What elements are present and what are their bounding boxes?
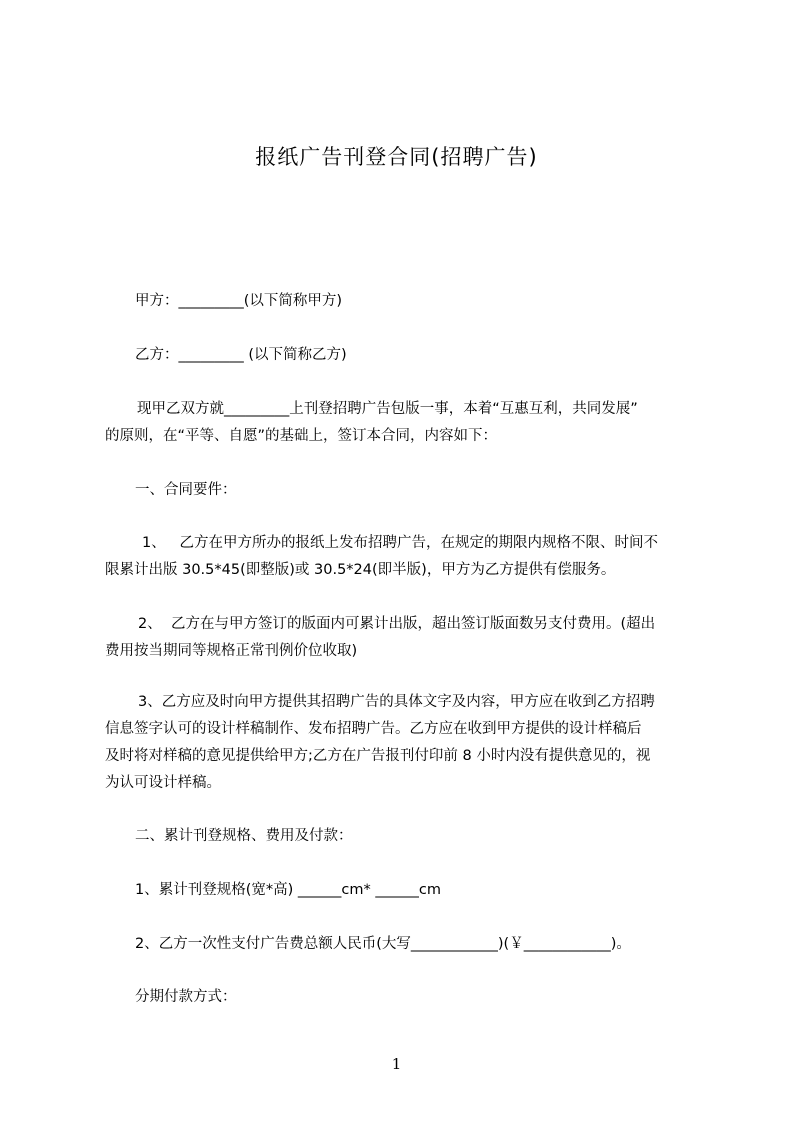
preamble-line-2: 的原则，在“平等、自愿”的基础上，签订本合同，内容如下： (105, 428, 498, 444)
clause2-line-2: 费用按当期同等规格正常刊例价位收取) (105, 643, 358, 659)
clause1-line-2: 限累计出版 30.5*45(即整版)或 30.5*24(即半版)，甲方为乙方提供有偿服务。 (105, 562, 616, 578)
clause2-line-1: 2、 乙方在与甲方签订的版面内可累计出版，超出签订版面数另支付费用。(超出 (138, 616, 656, 632)
document-title: 报纸广告刊登合同(招聘广告) (255, 145, 538, 169)
clause1-line-1: 1、 乙方在甲方所办的报纸上发布招聘广告，在规定的期限内规格不限、时间不 (142, 535, 659, 551)
spec-line: 1、累计刊登规格(宽*高) ______cm* ______cm (135, 882, 441, 898)
section2-heading: 二、累计刊登规格、费用及付款： (135, 828, 353, 844)
fee-line: 2、乙方一次性支付广告费总额人民币(大写____________)(￥____________)。 (135, 936, 631, 952)
clause3-line-4: 为认可设计样稿。 (105, 775, 221, 791)
clause3-line-1: 3、乙方应及时向甲方提供其招聘广告的具体文字及内容，甲方应在收到乙方招聘 (138, 694, 655, 710)
installment-heading: 分期付款方式： (135, 989, 237, 1005)
preamble-line-1: 现甲乙双方就_________上刊登招聘广告包版一事，本着“互惠互利，共同发展” (137, 401, 638, 417)
party-a-line: 甲方：_________(以下简称甲方) (135, 293, 343, 309)
clause3-line-3: 及时将对样稿的意见提供给甲方;乙方在广告报刊付印前 8 小时内没有提供意见的，视 (105, 748, 651, 764)
party-b-line: 乙方：_________ (以下简称乙方) (135, 347, 347, 363)
page-number: 1 (391, 1055, 402, 1073)
clause3-line-2: 信息签字认可的设计样稿制作、发布招聘广告。乙方应在收到甲方提供的设计样稿后 (105, 721, 642, 737)
section1-heading: 一、合同要件： (135, 482, 237, 498)
